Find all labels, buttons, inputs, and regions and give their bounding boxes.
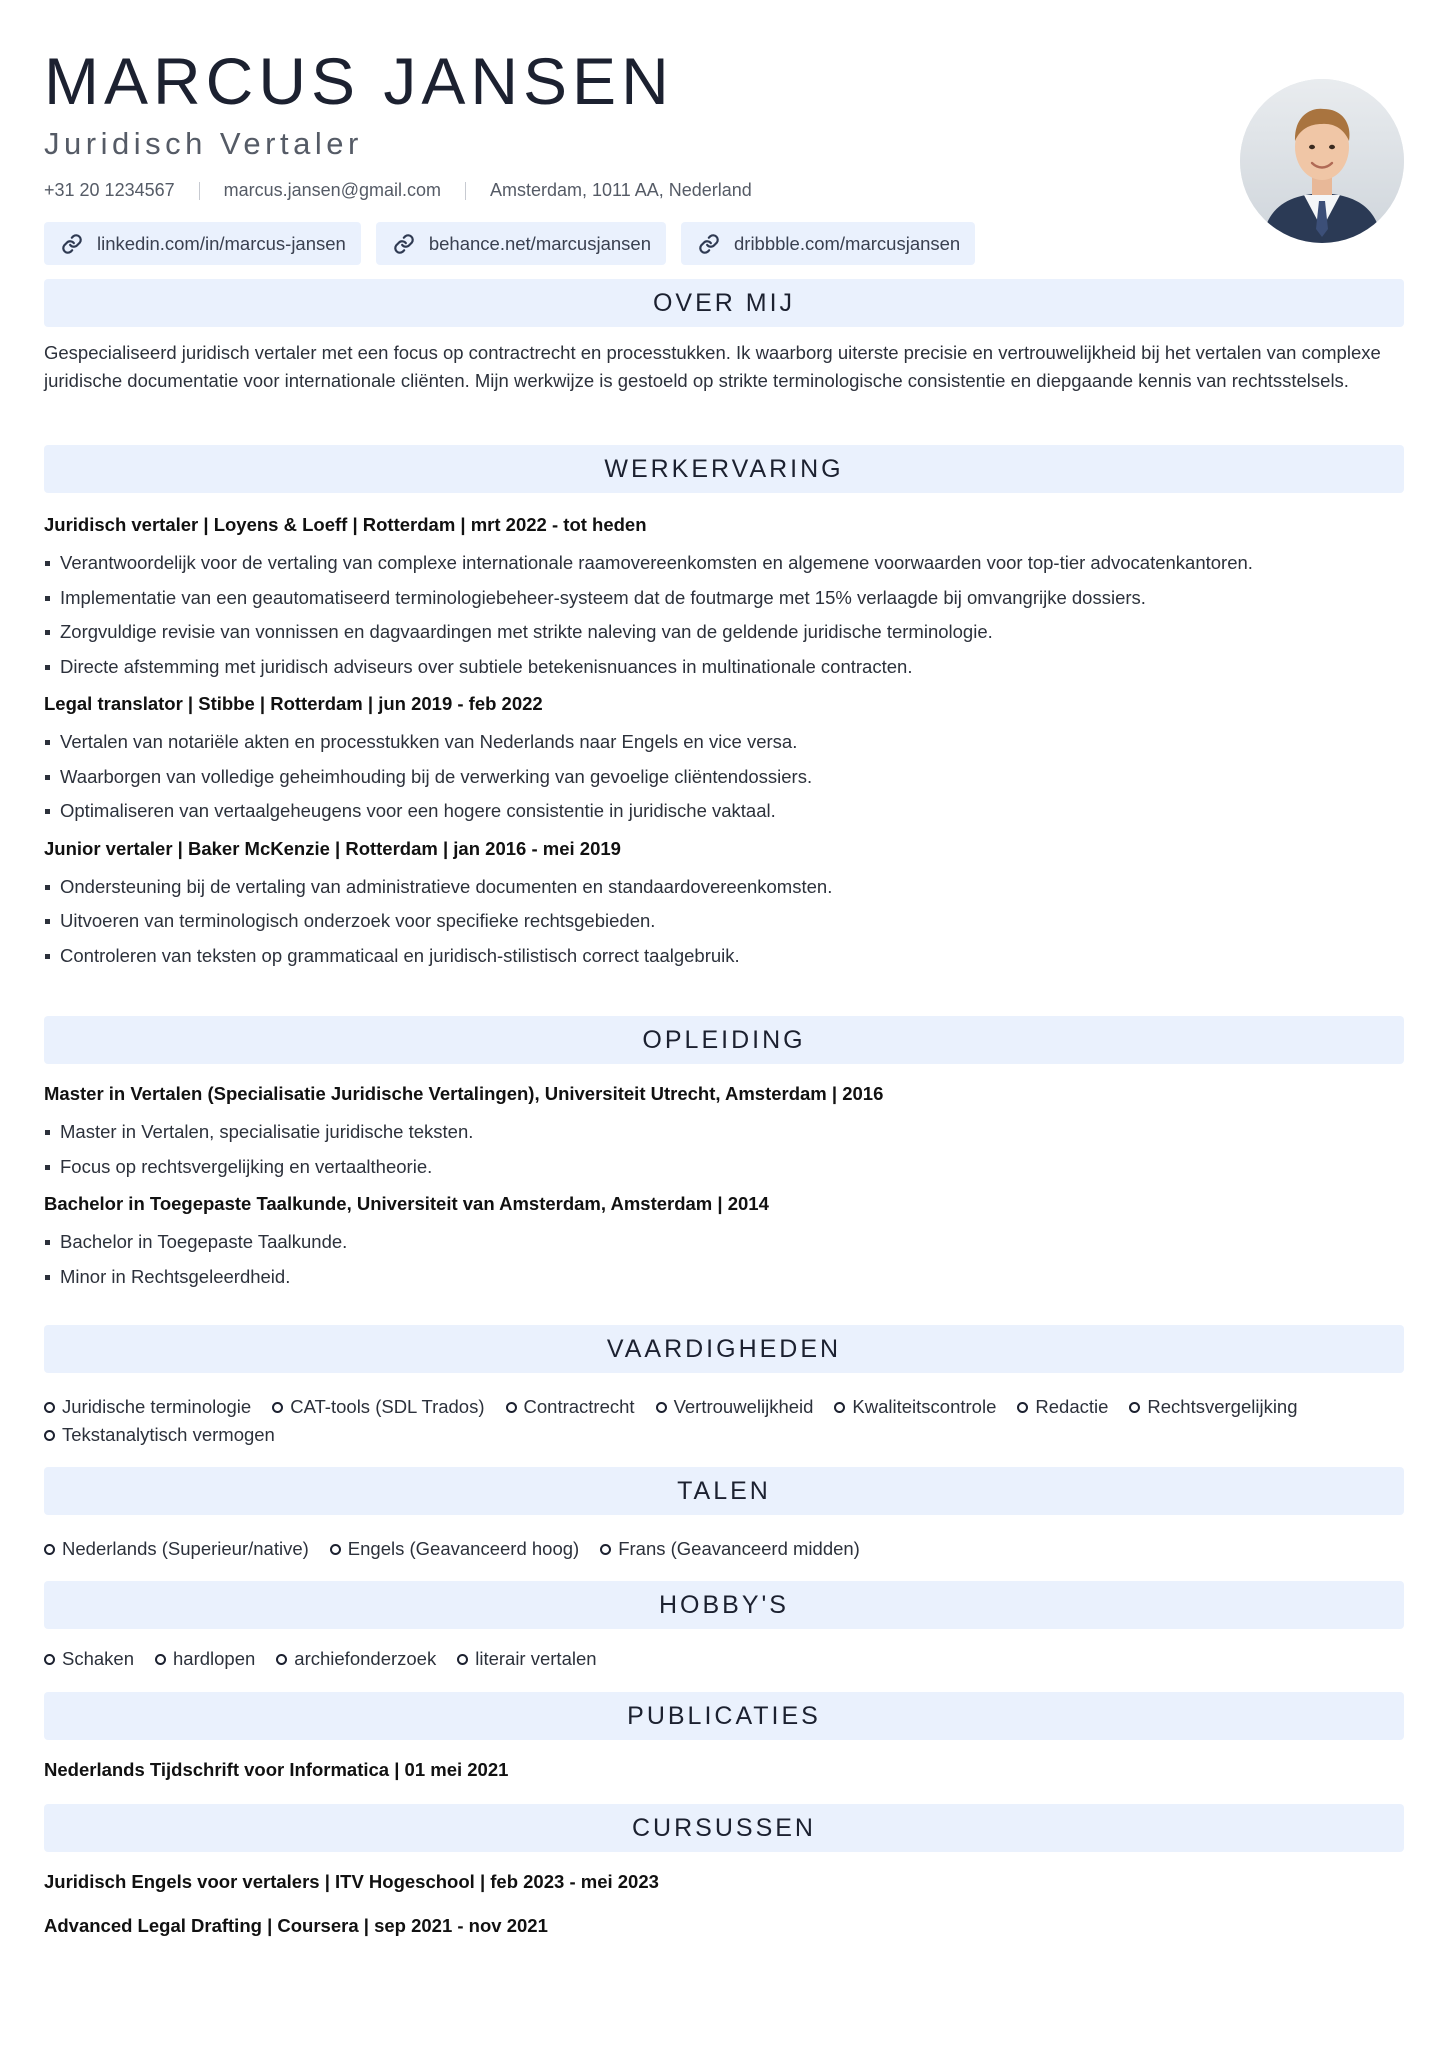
about-text: Gespecialiseerd juridisch vertaler met een focus op contractrecht en processtukken. Ik waarborg uiterste precisie en vertrouwelijkheid bij het vertalen van complexe juridische documentatie voor internationale cliënten. Mijn werkwijze is gestoeld op strikte terminologische consistentie en diepgaande kennis van rechtsstelsels.	[44, 342, 1381, 391]
section-heading: TALEN	[44, 1467, 1404, 1515]
list-item: Controleren van teksten op grammaticaal en juridisch-stilistisch correct taalgebruik.	[44, 939, 1404, 974]
section-heading: VAARDIGHEDEN	[44, 1325, 1404, 1373]
list-item: Bachelor in Toegepaste Taalkunde.	[44, 1225, 1404, 1260]
course-item: Juridisch Engels voor vertalers | ITV Hogeschool | feb 2023 - mei 2023	[44, 1871, 659, 1892]
skill-item: Contractrecht	[506, 1393, 635, 1421]
behance-link[interactable]	[376, 222, 666, 265]
hobby-item: archiefonderzoek	[276, 1645, 436, 1673]
job-entry	[44, 835, 1404, 974]
hobby-item: hardlopen	[155, 1645, 255, 1673]
course-item: Advanced Legal Drafting | Coursera | sep 2021 - nov 2021	[44, 1915, 548, 1936]
languages-list	[44, 1535, 1404, 1563]
job-bullets	[44, 546, 1404, 684]
list-item: Ondersteuning bij de vertaling van administratieve documenten en standaardovereenkomsten.	[44, 870, 1404, 905]
education-section	[44, 1016, 1404, 1294]
resume-header	[44, 0, 1404, 280]
job-bullets	[44, 870, 1404, 974]
profile-links	[44, 222, 990, 265]
courses-section	[44, 1804, 1404, 1940]
publication-item: Nederlands Tijdschrift voor Informatica | 01 mei 2021	[44, 1759, 509, 1780]
candidate-title: Juridisch Vertaler	[44, 126, 363, 161]
skills-section	[44, 1325, 1404, 1449]
skill-item: Redactie	[1017, 1393, 1108, 1421]
skill-item: Tekstanalytisch vermogen	[44, 1421, 275, 1449]
link-icon	[61, 233, 83, 255]
list-item: Verantwoordelijk voor de vertaling van complexe internationale raamovereenkomsten en algemene voorwaarden voor top-tier advocatenkantoren.	[44, 546, 1404, 581]
about-section	[44, 279, 1404, 395]
person-portrait-icon	[1240, 79, 1404, 243]
hobby-item: literair vertalen	[457, 1645, 596, 1673]
publications-section	[44, 1692, 1404, 1784]
section-heading: OVER MIJ	[44, 279, 1404, 327]
skills-list	[44, 1393, 1404, 1449]
link-text: linkedin.com/in/marcus-jansen	[97, 232, 346, 254]
list-item: Zorgvuldige revisie van vonnissen en dagvaardingen met strikte naleving van de geldende juridische terminologie.	[44, 615, 1404, 650]
section-heading: CURSUSSEN	[44, 1804, 1404, 1852]
section-heading: WERKERVARING	[44, 445, 1404, 493]
list-item: Waarborgen van volledige geheimhouding bij de verwerking van gevoelige cliëntendossiers.	[44, 760, 1404, 795]
skill-item: CAT-tools (SDL Trados)	[272, 1393, 484, 1421]
candidate-name: MARCUS JANSEN	[44, 44, 674, 118]
languages-section	[44, 1467, 1404, 1563]
education-bullets	[44, 1115, 1404, 1184]
section-heading: HOBBY'S	[44, 1581, 1404, 1629]
contact-divider	[465, 182, 466, 200]
job-entry	[44, 690, 1404, 829]
job-title-line: Junior vertaler | Baker McKenzie | Rotterdam | jan 2016 - mei 2019	[44, 837, 621, 859]
skill-item: Kwaliteitscontrole	[834, 1393, 996, 1421]
list-item: Minor in Rechtsgeleerdheid.	[44, 1260, 1404, 1295]
dribbble-link[interactable]	[681, 222, 975, 265]
skill-item: Rechtsvergelijking	[1129, 1393, 1297, 1421]
link-text: behance.net/marcusjansen	[428, 232, 651, 254]
skill-item: Vertrouwelijkheid	[656, 1393, 814, 1421]
list-item: Master in Vertalen, specialisatie juridische teksten.	[44, 1115, 1404, 1150]
list-item: Uitvoeren van terminologisch onderzoek voor specifieke rechtsgebieden.	[44, 904, 1404, 939]
link-icon	[698, 233, 720, 255]
list-item: Focus op rechtsvergelijking en vertaaltheorie.	[44, 1150, 1404, 1185]
language-item: Frans (Geavanceerd midden)	[600, 1535, 860, 1563]
profile-photo	[1240, 79, 1404, 243]
contact-row	[44, 180, 752, 201]
job-entry	[44, 511, 1404, 684]
list-item: Implementatie van een geautomatiseerd terminologiebeheer-systeem dat de foutmarge met 15% verlaagde bij omvangrijke dossiers.	[44, 581, 1404, 616]
link-icon	[393, 233, 415, 255]
list-item: Optimaliseren van vertaalgeheugens voor een hogere consistentie in juridische vaktaal.	[44, 794, 1404, 829]
hobbies-list	[44, 1645, 1404, 1673]
language-item: Engels (Geavanceerd hoog)	[330, 1535, 579, 1563]
experience-section	[44, 445, 1404, 973]
education-title-line: Bachelor in Toegepaste Taalkunde, Universiteit van Amsterdam, Amsterdam | 2014	[44, 1193, 769, 1214]
language-item: Nederlands (Superieur/native)	[44, 1535, 309, 1563]
education-title-line: Master in Vertalen (Specialisatie Juridische Vertalingen), Universiteit Utrecht, Amsterdam | 2016	[44, 1083, 884, 1104]
phone-number[interactable]: +31 20 1234567	[44, 180, 175, 200]
section-heading: OPLEIDING	[44, 1016, 1404, 1064]
hobby-item: Schaken	[44, 1645, 134, 1673]
link-text: dribbble.com/marcusjansen	[734, 232, 961, 254]
location: Amsterdam, 1011 AA, Nederland	[490, 180, 752, 200]
section-heading: PUBLICATIES	[44, 1692, 1404, 1740]
list-item: Vertalen van notariële akten en processtukken van Nederlands naar Engels en vice versa.	[44, 725, 1404, 760]
education-entry	[44, 1080, 1404, 1184]
skill-item: Juridische terminologie	[44, 1393, 251, 1421]
list-item: Directe afstemming met juridisch adviseurs over subtiele betekenisnuances in multinationale contracten.	[44, 650, 1404, 685]
education-entry	[44, 1190, 1404, 1294]
contact-divider	[199, 182, 200, 200]
email-address[interactable]: marcus.jansen@gmail.com	[223, 180, 441, 200]
linkedin-link[interactable]	[44, 222, 361, 265]
job-bullets	[44, 725, 1404, 829]
education-bullets	[44, 1225, 1404, 1294]
hobbies-section	[44, 1581, 1404, 1673]
job-title-line: Juridisch vertaler | Loyens & Loeff | Rotterdam | mrt 2022 - tot heden	[44, 514, 647, 535]
job-title-line: Legal translator | Stibbe | Rotterdam | jun 2019 - feb 2022	[44, 693, 543, 714]
